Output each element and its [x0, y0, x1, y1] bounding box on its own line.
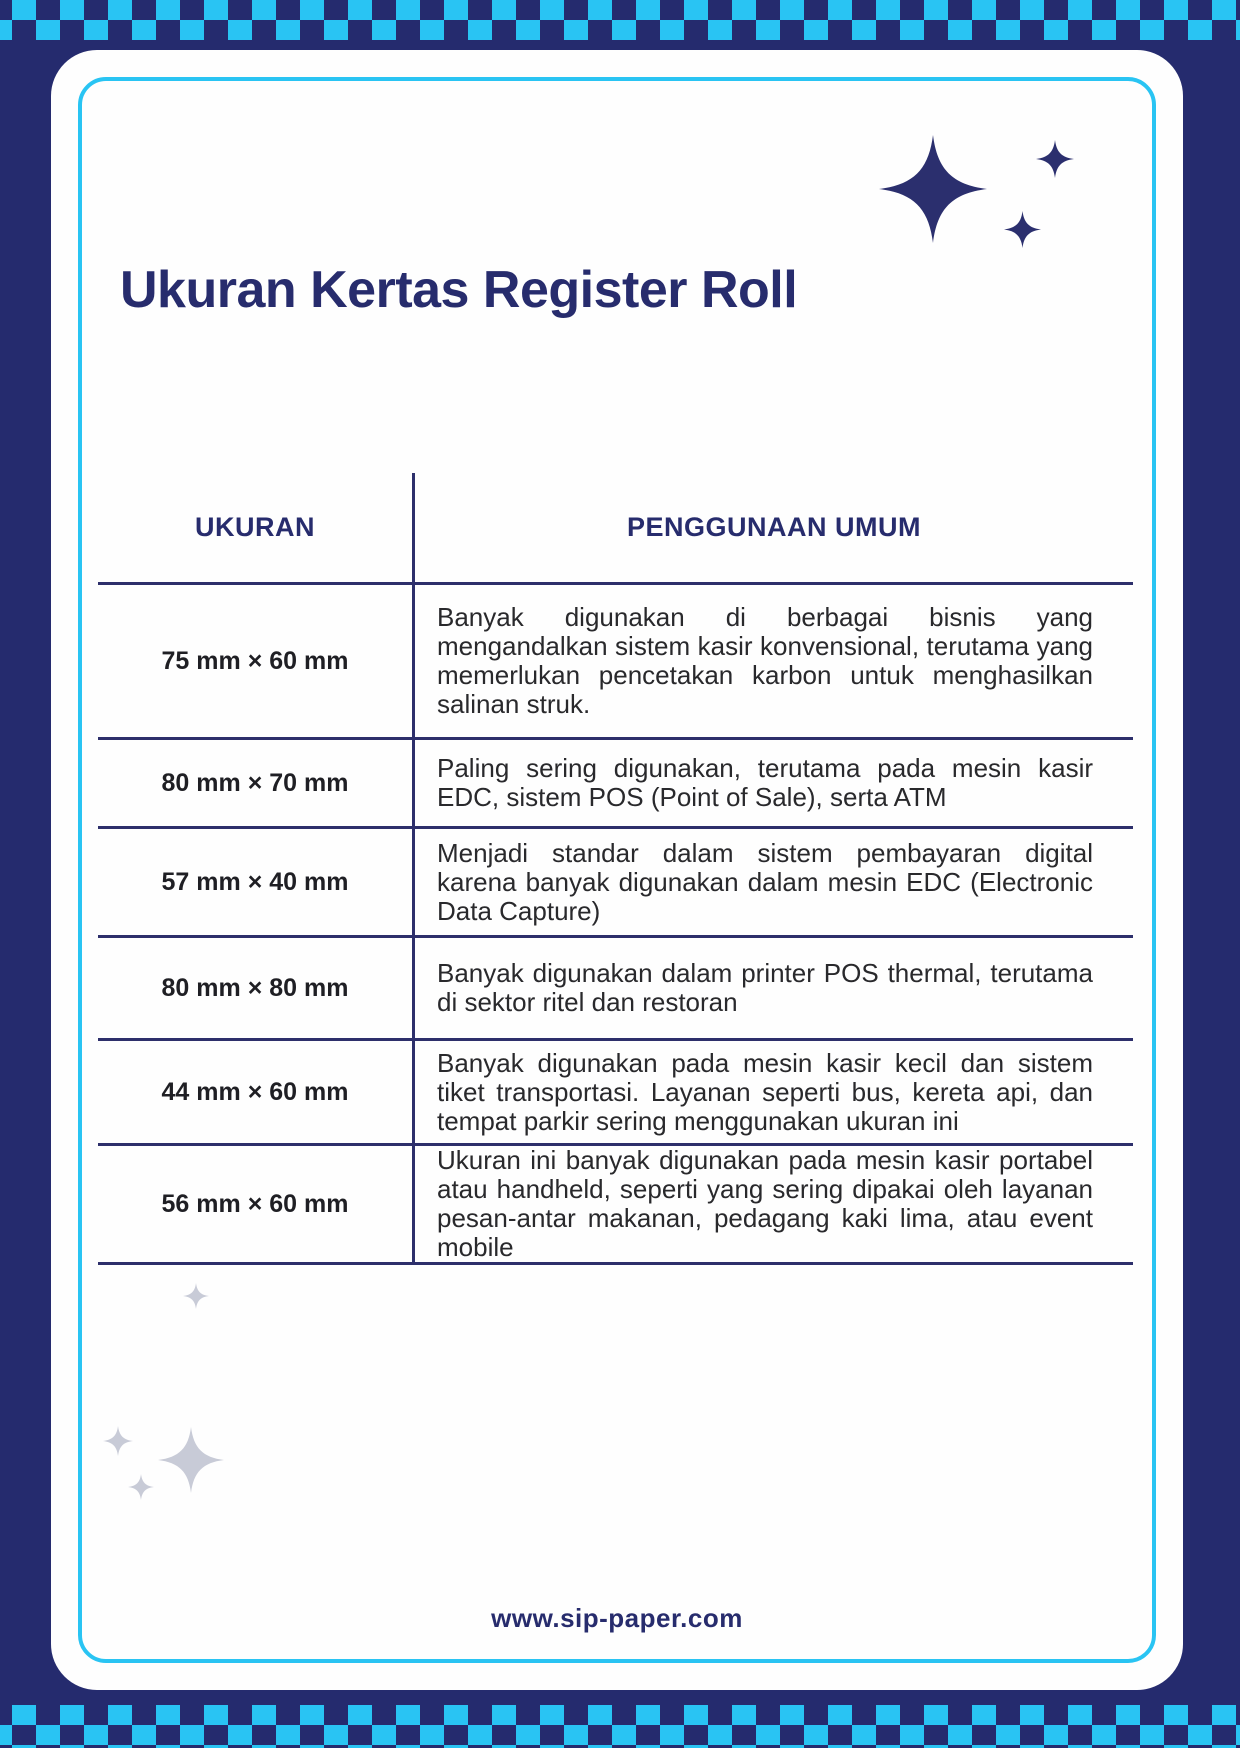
- sparkle-icon: [1036, 140, 1074, 178]
- column-header-penggunaan-umum: PENGGUNAAN UMUM: [412, 473, 1133, 582]
- checkerboard-bottom-border: [0, 1705, 1240, 1748]
- table-row-size: 80 mm × 80 mm: [98, 935, 412, 1038]
- table-row-usage: Ukuran ini banyak digunakan pada mesin kasir portabel atau handheld, seperti yang sering dipakai oleh layanan pesan-antar makanan, pedagang kaki lima, atau event mobile: [412, 1143, 1133, 1265]
- table-row-usage: Banyak digunakan dalam printer POS thermal, terutama di sektor ritel dan restoran: [412, 935, 1133, 1038]
- page-title: Ukuran Kertas Register Roll: [120, 261, 798, 319]
- sparkle-icon: [183, 1283, 209, 1309]
- table-row-size: 80 mm × 70 mm: [98, 737, 412, 826]
- checkerboard-top-border: [0, 0, 1240, 40]
- sparkle-icon: [1004, 211, 1041, 248]
- table-row-size: 75 mm × 60 mm: [98, 582, 412, 737]
- table-row-size: 57 mm × 40 mm: [98, 826, 412, 935]
- sparkle-icon: [158, 1427, 224, 1493]
- table-row-size: 56 mm × 60 mm: [98, 1143, 412, 1265]
- sparkle-icon: [128, 1474, 154, 1500]
- paper-size-table: [98, 473, 1133, 1265]
- table-row-usage: Banyak digunakan di berbagai bisnis yang mengandalkan sistem kasir konvensional, terutama yang memerlukan pencetakan karbon untuk menghasilkan salinan struk.: [412, 582, 1133, 737]
- table-row-usage: Menjadi standar dalam sistem pembayaran digital karena banyak digunakan dalam mesin EDC (Electronic Data Capture): [412, 826, 1133, 935]
- table-row-size: 44 mm × 60 mm: [98, 1038, 412, 1143]
- column-header-ukuran: UKURAN: [195, 512, 315, 542]
- sparkle-icon: [879, 135, 987, 243]
- footer-website-url: www.sip-paper.com: [491, 1603, 743, 1633]
- sparkle-icon: [103, 1426, 133, 1456]
- table-row-usage: Banyak digunakan pada mesin kasir kecil dan sistem tiket transportasi. Layanan seperti bus, kereta api, dan tempat parkir sering menggunakan ukuran ini: [412, 1038, 1133, 1143]
- table-row-usage: Paling sering digunakan, terutama pada mesin kasir EDC, sistem POS (Point of Sale), serta ATM: [412, 737, 1133, 826]
